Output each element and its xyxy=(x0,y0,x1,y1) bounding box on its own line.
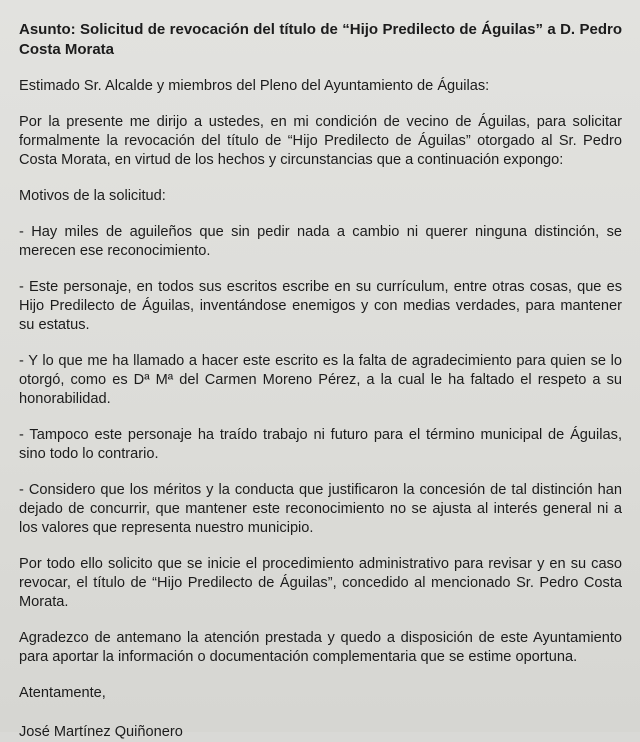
letter-greeting: Estimado Sr. Alcalde y miembros del Pleno del Ayuntamiento de Águilas: xyxy=(19,78,490,94)
letter-subject: Asunto: Solicitud de revocación del título de “Hijo Predilecto de Águilas” a D. Pedro Costa Morata xyxy=(19,21,622,58)
motives-heading: Motivos de la solicitud: xyxy=(19,188,166,204)
motive-item: - Y lo que me ha llamado a hacer este escrito es la falta de agradecimiento para quien se lo otorgó, como es Dª Mª del Carmen Moreno Pérez, a la cual le ha faltado el respeto a su honorabilidad. xyxy=(19,353,622,407)
request-paragraph: Por todo ello solicito que se inicie el procedimiento administrativo para revisar y en su caso revocar, el título de “Hijo Predilecto de Águilas”, concedido al mencionado Sr. Pedro Costa Morata. xyxy=(19,556,622,610)
thanks-paragraph: Agradezco de antemano la atención prestada y quedo a disposición de este Ayuntamiento para aportar la información o documentación complementaria que se estime oportuna. xyxy=(19,630,622,665)
closing: Atentamente, xyxy=(19,685,106,701)
signature-name: José Martínez Quiñonero xyxy=(19,724,183,740)
motive-item: - Hay miles de aguileños que sin pedir nada a cambio ni querer ninguna distinción, se merecen ese reconocimiento. xyxy=(19,224,622,259)
motive-item: - Este personaje, en todos sus escritos escribe en su currículum, entre otras cosas, que es Hijo Predilecto de Águilas, inventándose enemigos y con medias verdades, para mantener su estatus. xyxy=(19,279,622,333)
letter-intro: Por la presente me dirijo a ustedes, en mi condición de vecino de Águilas, para solicitar formalmente la revocación del título de “Hijo Predilecto de Águilas” otorgado al Sr. Pedro Costa Morata, en virtud de los hechos y circunstancias que a continuación expongo: xyxy=(19,114,622,168)
motive-item: - Tampoco este personaje ha traído trabajo ni futuro para el término municipal de Águilas, sino todo lo contrario. xyxy=(19,427,622,462)
motive-item: - Considero que los méritos y la conducta que justificaron la concesión de tal distinción han dejado de concurrir, que mantener este reconocimiento no se ajusta al interés general ni a los valores que representa nuestro municipio. xyxy=(19,482,622,536)
